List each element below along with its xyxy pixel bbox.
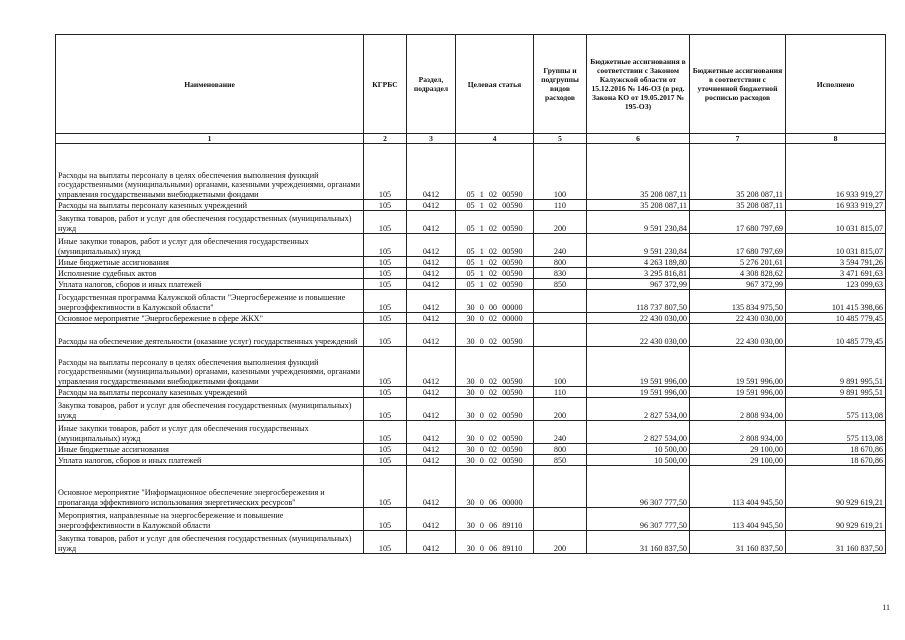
cell-law: 10 500,00	[587, 444, 690, 455]
cell-target: 30 0 00 00000	[456, 290, 534, 313]
table-row	[56, 144, 886, 200]
cell-group: 110	[534, 200, 587, 211]
cell-group	[534, 290, 587, 313]
cell-law: 96 307 777,50	[587, 466, 690, 508]
cell-law: 96 307 777,50	[587, 508, 690, 531]
table-row	[56, 290, 886, 313]
cell-law: 3 295 816,81	[587, 268, 690, 279]
cell-section: 0412	[407, 531, 456, 554]
cell-kgrbs: 105	[364, 200, 407, 211]
cell-plan: 19 591 996,00	[690, 347, 786, 387]
cell-plan: 35 208 087,11	[690, 144, 786, 200]
header-groups: Группы и подгруппы видов расходов	[534, 35, 587, 134]
cell-plan: 967 372,99	[690, 279, 786, 290]
cell-group: 850	[534, 279, 587, 290]
cell-group: 800	[534, 257, 587, 268]
cell-law: 9 591 230,84	[587, 234, 690, 257]
cell-section: 0412	[407, 398, 456, 421]
cell-law: 4 263 189,80	[587, 257, 690, 268]
cell-kgrbs: 105	[364, 257, 407, 268]
cell-target: 30 0 02 00590	[456, 421, 534, 444]
cell-exec: 16 933 919,27	[786, 144, 886, 200]
cell-kgrbs: 105	[364, 508, 407, 531]
cell-kgrbs: 105	[364, 421, 407, 444]
col-number: 8	[786, 134, 886, 144]
cell-exec: 3 471 691,63	[786, 268, 886, 279]
cell-exec: 9 891 995,51	[786, 387, 886, 398]
cell-target: 05 1 02 00590	[456, 279, 534, 290]
cell-plan: 4 308 828,62	[690, 268, 786, 279]
cell-law: 19 591 996,00	[587, 387, 690, 398]
cell-name: Расходы на выплаты персоналу казенных учреждений	[56, 200, 364, 211]
cell-name: Иные закупки товаров, работ и услуг для обеспечения государственных (муниципальных) нужд	[56, 421, 364, 444]
cell-kgrbs: 105	[364, 279, 407, 290]
cell-group	[534, 313, 587, 324]
cell-target: 30 0 02 00590	[456, 324, 534, 347]
col-number: 1	[56, 134, 364, 144]
cell-plan: 19 591 996,00	[690, 387, 786, 398]
col-number: 6	[587, 134, 690, 144]
cell-section: 0412	[407, 290, 456, 313]
table-row	[56, 531, 886, 554]
table-row	[56, 313, 886, 324]
cell-target: 30 0 02 00590	[456, 455, 534, 466]
cell-section: 0412	[407, 421, 456, 444]
cell-kgrbs: 105	[364, 444, 407, 455]
table-row	[56, 268, 886, 279]
cell-section: 0412	[407, 444, 456, 455]
cell-plan: 2 808 934,00	[690, 398, 786, 421]
col-number: 5	[534, 134, 587, 144]
cell-target: 05 1 02 00590	[456, 234, 534, 257]
table-row	[56, 455, 886, 466]
cell-group: 100	[534, 347, 587, 387]
cell-section: 0412	[407, 324, 456, 347]
table-row	[56, 387, 886, 398]
cell-kgrbs: 105	[364, 398, 407, 421]
cell-kgrbs: 105	[364, 234, 407, 257]
cell-group: 240	[534, 234, 587, 257]
cell-name: Исполнение судебных актов	[56, 268, 364, 279]
header-budget-law: Бюджетные ассигнования в соответствии с Законом Калужской области от 15.12.2016 № 146-ОЗ (в ред. Закона КО от 19.05.2017 № 195-ОЗ)	[587, 35, 690, 134]
header-target: Целевая статья	[456, 35, 534, 134]
cell-law: 2 827 534,00	[587, 398, 690, 421]
table-row	[56, 421, 886, 444]
cell-section: 0412	[407, 257, 456, 268]
cell-plan: 29 100,00	[690, 455, 786, 466]
cell-exec: 18 670,86	[786, 455, 886, 466]
table-body	[56, 144, 886, 554]
cell-target: 05 1 02 00590	[456, 200, 534, 211]
cell-group	[534, 324, 587, 347]
cell-exec: 575 113,08	[786, 421, 886, 444]
cell-group: 830	[534, 268, 587, 279]
cell-law: 118 737 807,50	[587, 290, 690, 313]
cell-name: Закупка товаров, работ и услуг для обеспечения государственных (муниципальных) нужд	[56, 211, 364, 234]
cell-target: 30 0 02 00590	[456, 444, 534, 455]
cell-section: 0412	[407, 279, 456, 290]
cell-plan: 22 430 030,00	[690, 313, 786, 324]
cell-name: Иные бюджетные ассигнования	[56, 257, 364, 268]
table-row	[56, 200, 886, 211]
cell-plan: 35 208 087,11	[690, 200, 786, 211]
cell-group: 200	[534, 531, 587, 554]
header-executed: Исполнено	[786, 35, 886, 134]
cell-name: Иные бюджетные ассигнования	[56, 444, 364, 455]
table-row	[56, 324, 886, 347]
cell-law: 19 591 996,00	[587, 347, 690, 387]
cell-kgrbs: 105	[364, 144, 407, 200]
table-row	[56, 347, 886, 387]
cell-target: 05 1 02 00590	[456, 268, 534, 279]
cell-name: Основное мероприятие "Энергосбережение в сфере ЖКХ"	[56, 313, 364, 324]
table-header-row	[56, 35, 886, 134]
table-row	[56, 257, 886, 268]
cell-section: 0412	[407, 144, 456, 200]
table-row	[56, 211, 886, 234]
cell-section: 0412	[407, 234, 456, 257]
table-row	[56, 444, 886, 455]
cell-exec: 31 160 837,50	[786, 531, 886, 554]
cell-kgrbs: 105	[364, 268, 407, 279]
col-number: 2	[364, 134, 407, 144]
cell-exec: 10 031 815,07	[786, 211, 886, 234]
cell-target: 05 1 02 00590	[456, 257, 534, 268]
cell-kgrbs: 105	[364, 387, 407, 398]
cell-kgrbs: 105	[364, 455, 407, 466]
cell-group	[534, 466, 587, 508]
cell-section: 0412	[407, 211, 456, 234]
table-row	[56, 279, 886, 290]
cell-target: 30 0 06 89110	[456, 531, 534, 554]
cell-section: 0412	[407, 347, 456, 387]
cell-plan: 113 404 945,50	[690, 508, 786, 531]
cell-law: 31 160 837,50	[587, 531, 690, 554]
table-row	[56, 234, 886, 257]
cell-law: 967 372,99	[587, 279, 690, 290]
cell-exec: 90 929 619,21	[786, 466, 886, 508]
cell-law: 10 500,00	[587, 455, 690, 466]
cell-name: Уплата налогов, сборов и иных платежей	[56, 279, 364, 290]
cell-kgrbs: 105	[364, 531, 407, 554]
cell-exec: 16 933 919,27	[786, 200, 886, 211]
cell-plan: 113 404 945,50	[690, 466, 786, 508]
cell-target: 05 1 02 00590	[456, 211, 534, 234]
cell-section: 0412	[407, 313, 456, 324]
cell-law: 22 430 030,00	[587, 313, 690, 324]
cell-name: Иные закупки товаров, работ и услуг для обеспечения государственных (муниципальных) нужд	[56, 234, 364, 257]
header-name: Наименование	[56, 35, 364, 134]
cell-exec: 10 485 779,45	[786, 313, 886, 324]
cell-law: 22 430 030,00	[587, 324, 690, 347]
cell-plan: 17 680 797,69	[690, 234, 786, 257]
cell-name: Расходы на обеспечение деятельности (оказание услуг) государственных учреждений	[56, 324, 364, 347]
budget-table	[55, 34, 886, 554]
cell-name: Закупка товаров, работ и услуг для обеспечения государственных (муниципальных) нужд	[56, 531, 364, 554]
header-section: Раздел, подраздел	[407, 35, 456, 134]
cell-plan: 17 680 797,69	[690, 211, 786, 234]
cell-plan: 135 834 975,50	[690, 290, 786, 313]
cell-target: 30 0 02 00000	[456, 313, 534, 324]
cell-section: 0412	[407, 268, 456, 279]
table-row	[56, 398, 886, 421]
cell-exec: 3 594 791,26	[786, 257, 886, 268]
column-number-row	[56, 134, 886, 144]
cell-exec: 123 099,63	[786, 279, 886, 290]
cell-section: 0412	[407, 200, 456, 211]
cell-exec: 10 485 779,45	[786, 324, 886, 347]
cell-law: 2 827 534,00	[587, 421, 690, 444]
cell-plan: 5 276 201,61	[690, 257, 786, 268]
cell-law: 35 208 087,11	[587, 200, 690, 211]
cell-name: Закупка товаров, работ и услуг для обеспечения государственных (муниципальных) нужд	[56, 398, 364, 421]
cell-name: Уплата налогов, сборов и иных платежей	[56, 455, 364, 466]
cell-exec: 18 670,86	[786, 444, 886, 455]
cell-group: 100	[534, 144, 587, 200]
cell-section: 0412	[407, 455, 456, 466]
cell-exec: 90 929 619,21	[786, 508, 886, 531]
cell-plan: 2 808 934,00	[690, 421, 786, 444]
cell-group	[534, 508, 587, 531]
page-number: 11	[882, 603, 890, 612]
cell-exec: 575 113,08	[786, 398, 886, 421]
cell-group: 850	[534, 455, 587, 466]
cell-section: 0412	[407, 387, 456, 398]
cell-section: 0412	[407, 466, 456, 508]
cell-target: 30 0 02 00590	[456, 347, 534, 387]
cell-law: 35 208 087,11	[587, 144, 690, 200]
cell-exec: 9 891 995,51	[786, 347, 886, 387]
cell-group: 240	[534, 421, 587, 444]
cell-kgrbs: 105	[364, 466, 407, 508]
cell-name: Расходы на выплаты персоналу в целях обеспечения выполнения функций государственными (муниципальными) органами, казенными учреждениями, органами управления государственными внебюджетными фондами	[56, 144, 364, 200]
cell-target: 05 1 02 00590	[456, 144, 534, 200]
cell-exec: 10 031 815,07	[786, 234, 886, 257]
cell-kgrbs: 105	[364, 211, 407, 234]
cell-exec: 101 415 398,66	[786, 290, 886, 313]
table-row	[56, 508, 886, 531]
cell-group: 800	[534, 444, 587, 455]
table-row	[56, 466, 886, 508]
cell-section: 0412	[407, 508, 456, 531]
cell-plan: 22 430 030,00	[690, 324, 786, 347]
cell-target: 30 0 06 89110	[456, 508, 534, 531]
cell-plan: 29 100,00	[690, 444, 786, 455]
cell-name: Расходы на выплаты персоналу казенных учреждений	[56, 387, 364, 398]
cell-target: 30 0 02 00590	[456, 387, 534, 398]
cell-kgrbs: 105	[364, 324, 407, 347]
cell-kgrbs: 105	[364, 347, 407, 387]
header-budget-plan: Бюджетные ассигнования в соответствии с уточненной бюджетной росписью расходов	[690, 35, 786, 134]
cell-name: Государственная программа Калужской области "Энергосбережение и повышение энергоэффективности в Калужской области"	[56, 290, 364, 313]
cell-plan: 31 160 837,50	[690, 531, 786, 554]
col-number: 3	[407, 134, 456, 144]
cell-target: 30 0 06 00000	[456, 466, 534, 508]
col-number: 7	[690, 134, 786, 144]
cell-group: 110	[534, 387, 587, 398]
cell-name: Расходы на выплаты персоналу в целях обеспечения выполнения функций государственными (муниципальными) органами, казенными учреждениями, органами управления государственными внебюджетными фондами	[56, 347, 364, 387]
cell-name: Основное мероприятие "Информационное обеспечение энергосбережения и пропаганда эффективного использования энергетических ресурсов"	[56, 466, 364, 508]
cell-group: 200	[534, 398, 587, 421]
cell-kgrbs: 105	[364, 313, 407, 324]
cell-name: Мероприятия, направленные на энергосбережение и повышение энергоэффективности в Калужской области	[56, 508, 364, 531]
cell-group: 200	[534, 211, 587, 234]
cell-law: 9 591 230,84	[587, 211, 690, 234]
cell-target: 30 0 02 00590	[456, 398, 534, 421]
col-number: 4	[456, 134, 534, 144]
header-kgrbs: КГРБС	[364, 35, 407, 134]
cell-kgrbs: 105	[364, 290, 407, 313]
